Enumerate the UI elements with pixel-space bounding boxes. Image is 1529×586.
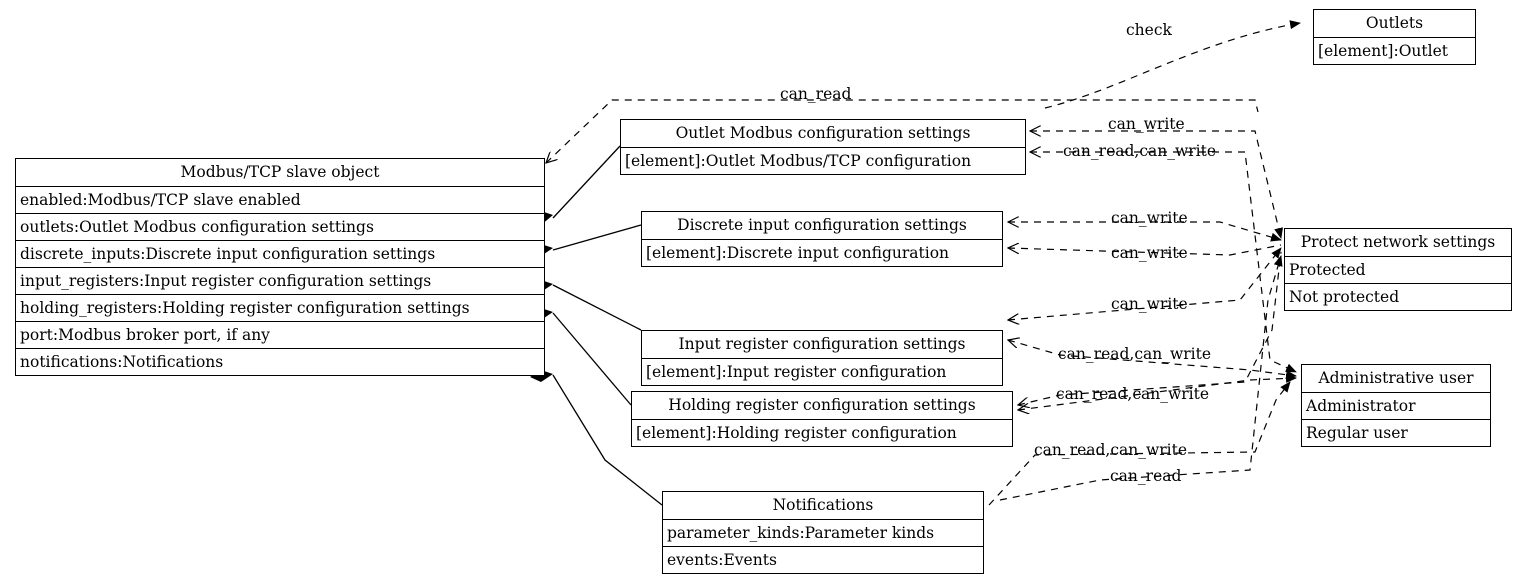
node-notifications[interactable]: [662, 491, 984, 574]
edge-label-can-write-1: can_write: [1108, 115, 1185, 133]
edge-label-check: check: [1126, 21, 1172, 39]
node-title: Outlets: [1365, 14, 1424, 32]
node-protect-network-settings[interactable]: [1284, 228, 1512, 311]
node-title: Input register configuration settings: [678, 335, 966, 353]
node-attribute: [element]:Holding register configuration: [632, 419, 1012, 446]
node-attribute: [element]:Outlet: [1314, 37, 1475, 64]
composition-links: [553, 146, 662, 505]
node-title: Outlet Modbus configuration settings: [675, 124, 971, 142]
node-administrative-user[interactable]: [1301, 364, 1491, 447]
node-attribute: [element]:Input register configuration: [642, 358, 1002, 385]
edge-label-can-read-can-write-4: can_read,can_write: [1034, 441, 1188, 459]
node-enum-value: Protected: [1285, 256, 1511, 283]
node-attribute: holding_registers:Holding register configuration settings: [16, 294, 544, 321]
node-attribute: events:Events: [663, 546, 983, 573]
node-title: Holding register configuration settings: [668, 396, 976, 414]
edge-label-can-read-top: can_read: [780, 85, 852, 103]
node-attribute: input_registers:Input register configuration settings: [16, 267, 544, 294]
edge-label-can-write-4: can_write: [1111, 295, 1188, 313]
node-enum-value: Administrator: [1302, 392, 1490, 419]
node-title: Modbus/TCP slave object: [180, 163, 380, 181]
edge-label-can-read-can-write-3: can_read,can_write: [1056, 385, 1210, 403]
node-attribute: parameter_kinds:Parameter kinds: [663, 519, 983, 546]
node-title: Protect network settings: [1300, 233, 1496, 251]
node-enum-value: Not protected: [1285, 283, 1511, 310]
node-title: Notifications: [772, 496, 874, 514]
edge-label-can-read-can-write-1: can_read,can_write: [1063, 142, 1217, 160]
node-attribute: [element]:Discrete input configuration: [642, 239, 1002, 266]
node-modbus-slave[interactable]: [15, 158, 545, 376]
node-attribute: enabled:Modbus/TCP slave enabled: [16, 186, 544, 213]
node-attribute: port:Modbus broker port, if any: [16, 321, 544, 348]
node-holding-register-config[interactable]: [631, 391, 1013, 447]
node-outlet-modbus-config[interactable]: [620, 119, 1026, 175]
node-attribute: discrete_inputs:Discrete input configuration settings: [16, 240, 544, 267]
node-title: Discrete input configuration settings: [677, 216, 967, 234]
node-attribute: outlets:Outlet Modbus configuration settings: [16, 213, 544, 240]
node-outlets[interactable]: [1313, 9, 1476, 65]
node-discrete-input-config[interactable]: [641, 211, 1003, 267]
edge-label-can-write-3: can_write: [1111, 244, 1188, 262]
node-input-register-config[interactable]: [641, 330, 1003, 386]
node-enum-value: Regular user: [1302, 419, 1490, 446]
edge-label-can-read-bottom: can_read: [1110, 467, 1182, 485]
edge-label-can-read-can-write-2: can_read,can_write: [1058, 345, 1212, 363]
node-attribute: [element]:Outlet Modbus/TCP configuration: [621, 147, 1025, 174]
node-title: Administrative user: [1318, 369, 1474, 387]
node-attribute: notifications:Notifications: [16, 348, 544, 375]
edge-label-can-write-2: can_write: [1111, 209, 1188, 227]
